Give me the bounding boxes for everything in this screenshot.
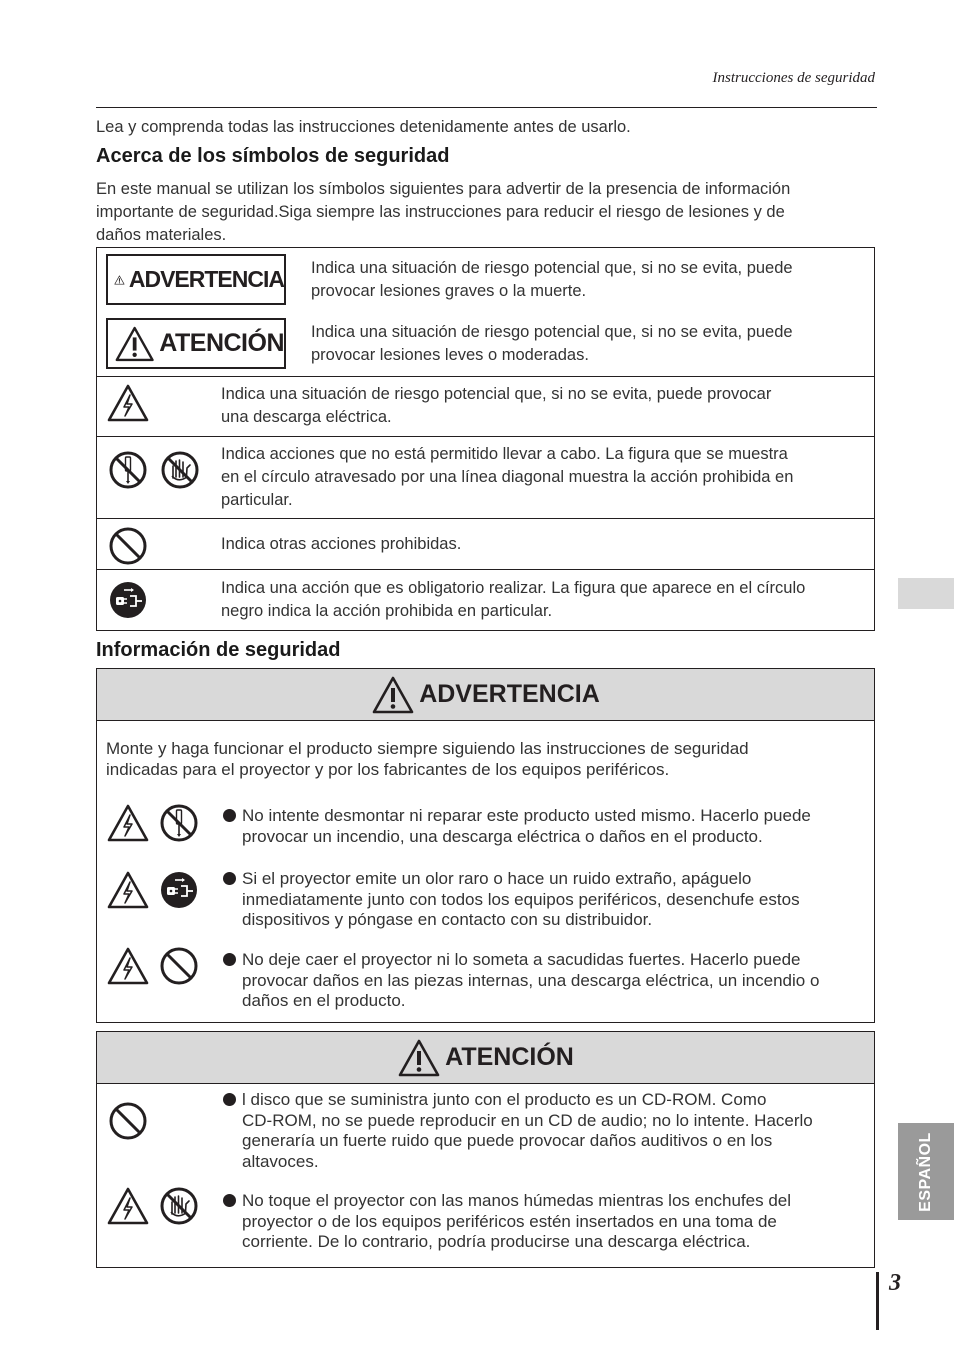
row-description: Indica una situación de riesgo potencial que, si no se evita, puede provocar lesiones graves o la muerte. [311,259,793,300]
electric-shock-icon [106,946,150,986]
electric-shock-icon [106,1186,150,1226]
table-divider [96,436,875,437]
warning-item: No deje caer el proyector ni lo someta a sacudidas fuertes. Hacerlo puede provocar daños en las piezas internas, una descarga eléctrica, un incendio o daños en el producto. [242,950,820,1010]
prohibited-icon [108,1101,148,1141]
prohibited-icon [108,526,148,566]
electric-shock-icon [106,803,150,843]
row-description: Indica una situación de riesgo potencial que, si no se evita, puede provocar una descarga eléctrica. [221,385,772,426]
page-number-rule [876,1272,879,1330]
atencion-label: ATENCIÓN [159,329,284,357]
section-tab [898,578,954,609]
prohibited-icon [159,946,199,986]
row-description: Indica otras acciones prohibidas. [221,535,462,553]
no-wet-hands-icon [159,1186,199,1226]
bullet [223,809,236,822]
info-heading: Información de seguridad [96,639,341,661]
bullet [223,872,236,885]
no-disassembly-icon [159,803,199,843]
caution-item: No toque el proyector con las manos húmedas mientras los enchufes del proyector o de los equipos periféricos estén insertados en una toma de corriente. De lo contrario, podría producirse una descarga eléctrica. [242,1191,792,1251]
warning-triangle-icon [114,324,155,364]
header-rule [96,107,877,108]
warning-triangle-icon [114,260,125,300]
unplug-icon [108,580,148,620]
caution-title: ATENCIÓN [445,1043,574,1071]
warning-banner [97,669,874,721]
advertencia-label-box [106,254,286,305]
caution-item: l disco que se suministra junto con el producto es un CD-ROM. Como CD-ROM, no se puede reproducir en un CD de audio; no lo intente. Hacerlo generaría un fuerte ruido que puede provocar daños auditivos o en los altavoces. [242,1090,813,1171]
language-tab [898,1123,954,1220]
symbols-heading: Acerca de los símbolos de seguridad [96,145,450,167]
unplug-icon [159,870,199,910]
electric-shock-icon [106,870,150,910]
symbols-description: En este manual se utilizan los símbolos siguientes para advertir de la presencia de información importante de seguridad.Siga siempre las instrucciones para reducir el riesgo de lesiones y de daños materiales. [96,180,791,244]
intro-text: Lea y comprenda todas las instrucciones detenidamente antes de usarlo. [96,118,631,136]
warning-intro: Monte y haga funcionar el producto siempre siguiendo las instrucciones de seguridad indicadas para el proyector y por los fabricantes de los equipos periféricos. [106,739,749,779]
table-divider [96,518,875,519]
warning-triangle-icon [397,1038,441,1078]
warning-title: ADVERTENCIA [419,680,600,708]
no-disassembly-icon [108,450,148,490]
page-number: 3 [889,1270,901,1296]
bullet [223,953,236,966]
advertencia-label: ADVERTENCIA [128,266,284,292]
no-wet-hands-icon [160,450,200,490]
bullet [223,1194,236,1207]
warning-triangle-icon [371,675,415,715]
row-description: Indica acciones que no está permitido llevar a cabo. La figura que se muestra en el círculo atravesado por una línea diagonal muestra la acción prohibida en particular. [221,445,794,509]
table-divider [96,569,875,570]
row-description: Indica una acción que es obligatorio realizar. La figura que aparece en el círculo negro indica la acción prohibida en particular. [221,579,806,620]
language-label: ESPAÑOL [917,1131,934,1212]
caution-banner [97,1032,874,1084]
warning-item: Si el proyector emite un olor raro o hace un ruido extraño, apáguelo inmediatamente junto con todos los equipos periféricos, desenchufe estos dispositivos y póngase en contacto con su distribuidor. [242,869,800,929]
row-description: Indica una situación de riesgo potencial que, si no se evita, puede provocar lesiones leves o moderadas. [311,323,793,364]
warning-item: No intente desmontar ni reparar este producto usted mismo. Hacerlo puede provocar un incendio, una descarga eléctrica o daños en el producto. [242,806,811,846]
atencion-label-box [106,318,286,369]
table-divider [96,376,875,377]
running-header: Instrucciones de seguridad [712,70,875,86]
bullet [223,1093,236,1106]
electric-shock-icon [106,383,150,423]
